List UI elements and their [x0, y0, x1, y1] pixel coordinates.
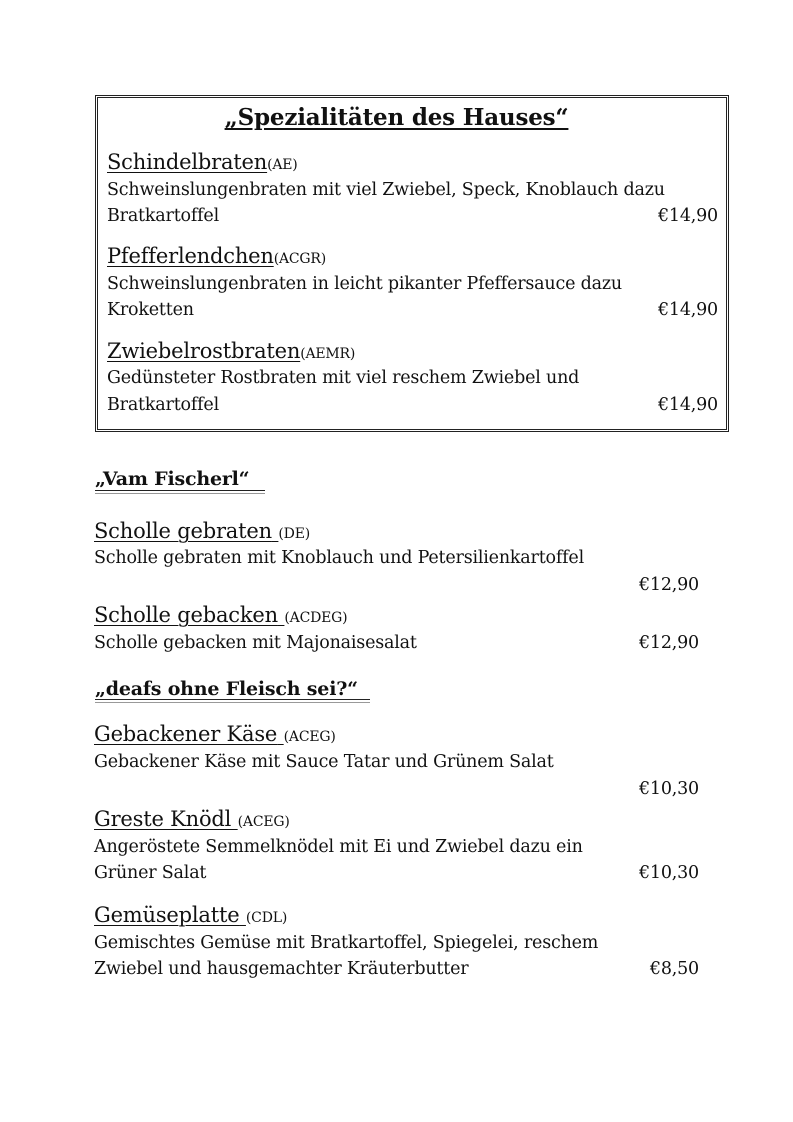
title-underline: [95, 699, 370, 700]
menu-item-description: Gedünsteter Rostbraten mit viel reschem Zwiebel und: [107, 368, 580, 388]
title-underline-shadow: [95, 702, 370, 703]
menu-item-price: €12,90: [638, 575, 699, 595]
menu-item-description: Gebackener Käse mit Sauce Tatar und Grünem Salat: [94, 752, 554, 772]
specials-title: „Spezialitäten des Hauses“: [224, 104, 569, 131]
menu-item-description: Schweinslungenbraten in leicht pikanter Pfeffersauce dazu: [107, 274, 622, 294]
menu-item-price: €14,90: [657, 300, 718, 320]
title-underline-shadow: [95, 493, 265, 494]
menu-item-description: Bratkartoffel: [107, 395, 219, 415]
menu-item-description: Bratkartoffel: [107, 206, 219, 226]
allergen-codes: (ACGR): [273, 251, 326, 267]
menu-item-price: €10,30: [638, 863, 699, 883]
menu-item-name: Pfefferlendchen(ACGR): [107, 244, 326, 268]
menu-item-description: Scholle gebraten mit Knoblauch und Petersilienkartoffel: [94, 548, 584, 568]
menu-item-name: Greste Knödl (ACEG): [94, 807, 290, 831]
menu-item-description: Schweinslungenbraten mit viel Zwiebel, Speck, Knoblauch dazu: [107, 180, 665, 200]
menu-item-name: Scholle gebacken (ACDEG): [94, 603, 348, 627]
veggie-section-title: „deafs ohne Fleisch sei?“: [95, 678, 358, 700]
allergen-codes: (AE): [267, 157, 298, 173]
menu-item-price: €14,90: [657, 206, 718, 226]
allergen-codes: (AEMR): [300, 346, 356, 362]
menu-item-name: Zwiebelrostbraten(AEMR): [107, 339, 356, 363]
menu-item-description: Kroketten: [107, 300, 194, 320]
menu-item-description: Gemischtes Gemüse mit Bratkartoffel, Spiegelei, reschem: [94, 933, 599, 953]
menu-item-name: Schindelbraten(AE): [107, 150, 298, 174]
menu-item-name: Gemüseplatte (CDL): [94, 903, 288, 927]
menu-item-description: Zwiebel und hausgemachter Kräuterbutter: [94, 959, 469, 979]
allergen-codes: (ACEG): [237, 814, 290, 830]
allergen-codes: (CDL): [245, 910, 288, 926]
fish-section-title: „Vam Fischerl“: [95, 468, 250, 490]
menu-item-description: Scholle gebacken mit Majonaisesalat: [94, 633, 417, 653]
allergen-codes: (ACDEG): [284, 610, 348, 626]
allergen-codes: (ACEG): [283, 729, 336, 745]
menu-item-price: €12,90: [638, 633, 699, 653]
menu-item-name: Scholle gebraten (DE): [94, 519, 310, 543]
title-underline: [95, 490, 265, 491]
menu-item-price: €10,30: [638, 779, 699, 799]
menu-item-description: Grüner Salat: [94, 863, 207, 883]
menu-item-description: Angeröstete Semmelknödel mit Ei und Zwiebel dazu ein: [94, 837, 583, 857]
allergen-codes: (DE): [278, 526, 310, 542]
menu-item-price: €8,50: [649, 959, 699, 979]
menu-item-price: €14,90: [657, 395, 718, 415]
menu-item-name: Gebackener Käse (ACEG): [94, 722, 336, 746]
